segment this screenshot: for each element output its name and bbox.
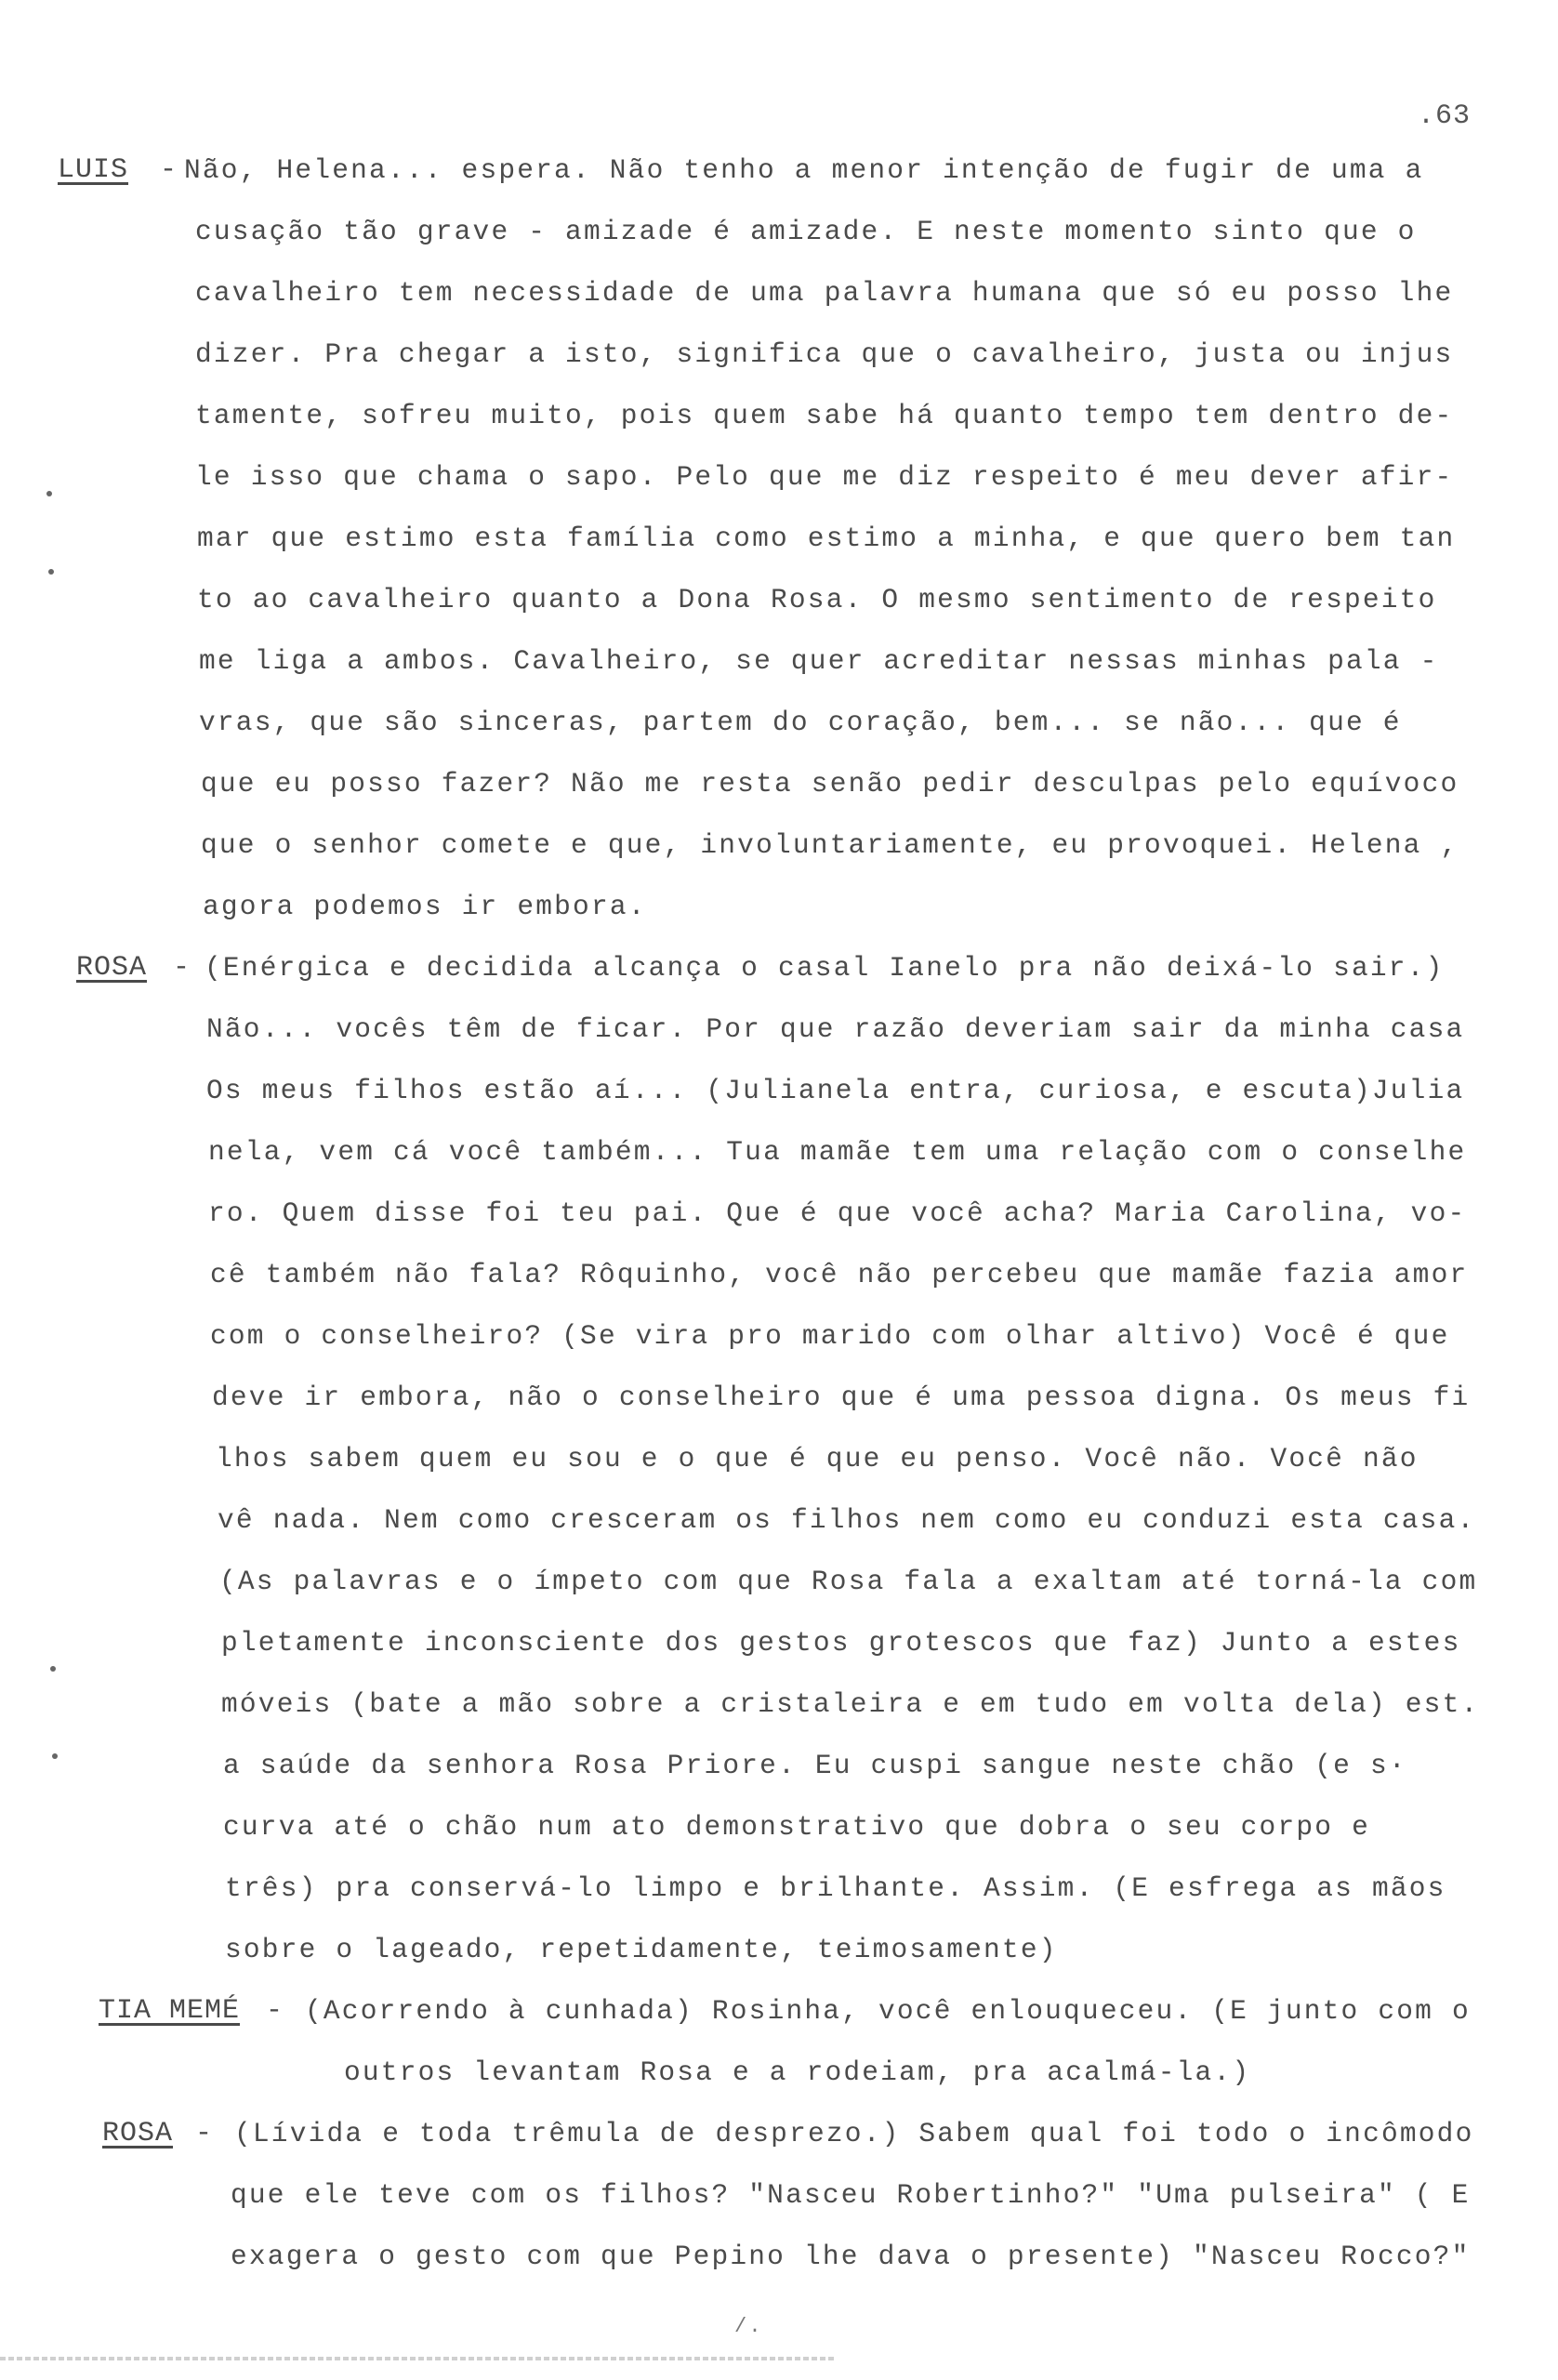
dialogue-dash: - (195, 2118, 213, 2149)
dialogue-line: outros levantam Rosa e a rodeiam, pra acalmá-la.) (344, 2056, 1251, 2088)
dialogue-line: lhos sabem quem eu sou e o que é que eu penso. Você não. Você não (216, 1443, 1419, 1474)
dialogue-line: me liga a ambos. Cavalheiro, se quer acreditar nessas minhas pala - (199, 645, 1439, 677)
dialogue-line: a saúde da senhora Rosa Priore. Eu cuspi sangue neste chão (e s· (223, 1750, 1407, 1781)
dialogue-line: vê nada. Nem como cresceram os filhos nem como eu conduzi esta casa. (218, 1504, 1476, 1536)
margin-mark (48, 569, 54, 575)
speaker-name: TIA MEMÉ (99, 1995, 241, 2027)
dialogue-line: deve ir embora, não o conselheiro que é uma pessoa digna. Os meus fi (212, 1382, 1471, 1413)
dialogue-line: três) pra conservá-lo limpo e brilhante. Assim. (E esfrega as mãos (225, 1872, 1446, 1904)
dialogue-line: cavalheiro tem necessidade de uma palavra humana que só eu posso lhe (195, 277, 1454, 309)
margin-mark (46, 491, 52, 496)
dialogue-line: agora podemos ir embora. (203, 891, 647, 922)
margin-mark (52, 1753, 58, 1759)
dialogue-line: Os meus filhos estão aí... (Julianela entra, curiosa, e escuta)Julia (206, 1075, 1465, 1106)
dialogue-line: Não... vocês têm de ficar. Por que razão deveriam sair da minha casa (206, 1013, 1465, 1045)
dialogue-line: (Acorrendo à cunhada) Rosinha, você enlouqueceu. (E junto com o (305, 1995, 1471, 2027)
dialogue-line: le isso que chama o sapo. Pelo que me diz respeito é meu dever afir- (195, 461, 1454, 493)
dialogue-line: móveis (bate a mão sobre a cristaleira e em tudo em volta dela) est. (221, 1688, 1480, 1720)
speaker-name: ROSA (76, 952, 148, 984)
dialogue-line: (Enérgica e decidida alcança o casal Ianelo pra não deixá-lo sair.) (205, 952, 1445, 984)
dialogue-line: mar que estimo esta família como estimo a minha, e que quero bem tan (197, 522, 1456, 554)
dialogue-line: (As palavras e o ímpeto com que Rosa fala a exaltam até torná-la com (219, 1566, 1478, 1597)
dialogue-line: que eu posso fazer? Não me resta senão pedir desculpas pelo equívoco (201, 768, 1459, 800)
dialogue-line: curva até o chão num ato demonstrativo que dobra o seu corpo e (223, 1811, 1370, 1843)
speaker-name: ROSA (102, 2118, 174, 2149)
dialogue-line: nela, vem cá você também... Tua mamãe tem uma relação com o conselhe (208, 1136, 1467, 1168)
dialogue-line: (Lívida e toda trêmula de desprezo.) Sabem qual foi todo o incômodo (234, 2118, 1474, 2149)
dialogue-line: tamente, sofreu muito, pois quem sabe há quanto tempo tem dentro de- (195, 400, 1454, 431)
dialogue-line: cê também não fala? Rôquinho, você não percebeu que mamãe fazia amor (210, 1259, 1469, 1290)
dialogue-dash: - (266, 1995, 284, 2027)
dialogue-line: pletamente inconsciente dos gestos grotescos que faz) Junto a estes (221, 1627, 1461, 1659)
scan-edge (0, 2357, 837, 2360)
dialogue-line: cusação tão grave - amizade é amizade. E neste momento sinto que o (195, 216, 1417, 247)
dialogue-line: que o senhor comete e que, involuntariamente, eu provoquei. Helena , (201, 829, 1459, 861)
dialogue-line: exagera o gesto com que Pepino lhe dava o presente) "Nasceu Rocco?" (231, 2241, 1471, 2272)
footer-mark: /. (734, 2315, 763, 2338)
dialogue-line: sobre o lageado, repetidamente, teimosamente) (225, 1934, 1058, 1965)
dialogue-line: dizer. Pra chegar a isto, significa que o cavalheiro, justa ou injus (195, 338, 1454, 370)
page-number: .63 (1418, 100, 1472, 132)
dialogue-line: com o conselheiro? (Se vira pro marido com olhar altivo) Você é que (210, 1320, 1450, 1352)
dialogue-line: vras, que são sinceras, partem do coração, bem... se não... que é (199, 707, 1402, 738)
dialogue-dash: - (160, 154, 178, 186)
dialogue-line: que ele teve com os filhos? "Nasceu Robertinho?" "Uma pulseira" ( E (231, 2179, 1471, 2211)
dialogue-line: Não, Helena... espera. Não tenho a menor intenção de fugir de uma a (184, 154, 1424, 186)
speaker-name: LUIS (58, 154, 129, 186)
margin-mark (50, 1666, 56, 1672)
dialogue-line: ro. Quem disse foi teu pai. Que é que você acha? Maria Carolina, vo- (208, 1197, 1467, 1229)
dialogue-line: to ao cavalheiro quanto a Dona Rosa. O mesmo sentimento de respeito (197, 584, 1437, 615)
dialogue-dash: - (173, 952, 191, 984)
